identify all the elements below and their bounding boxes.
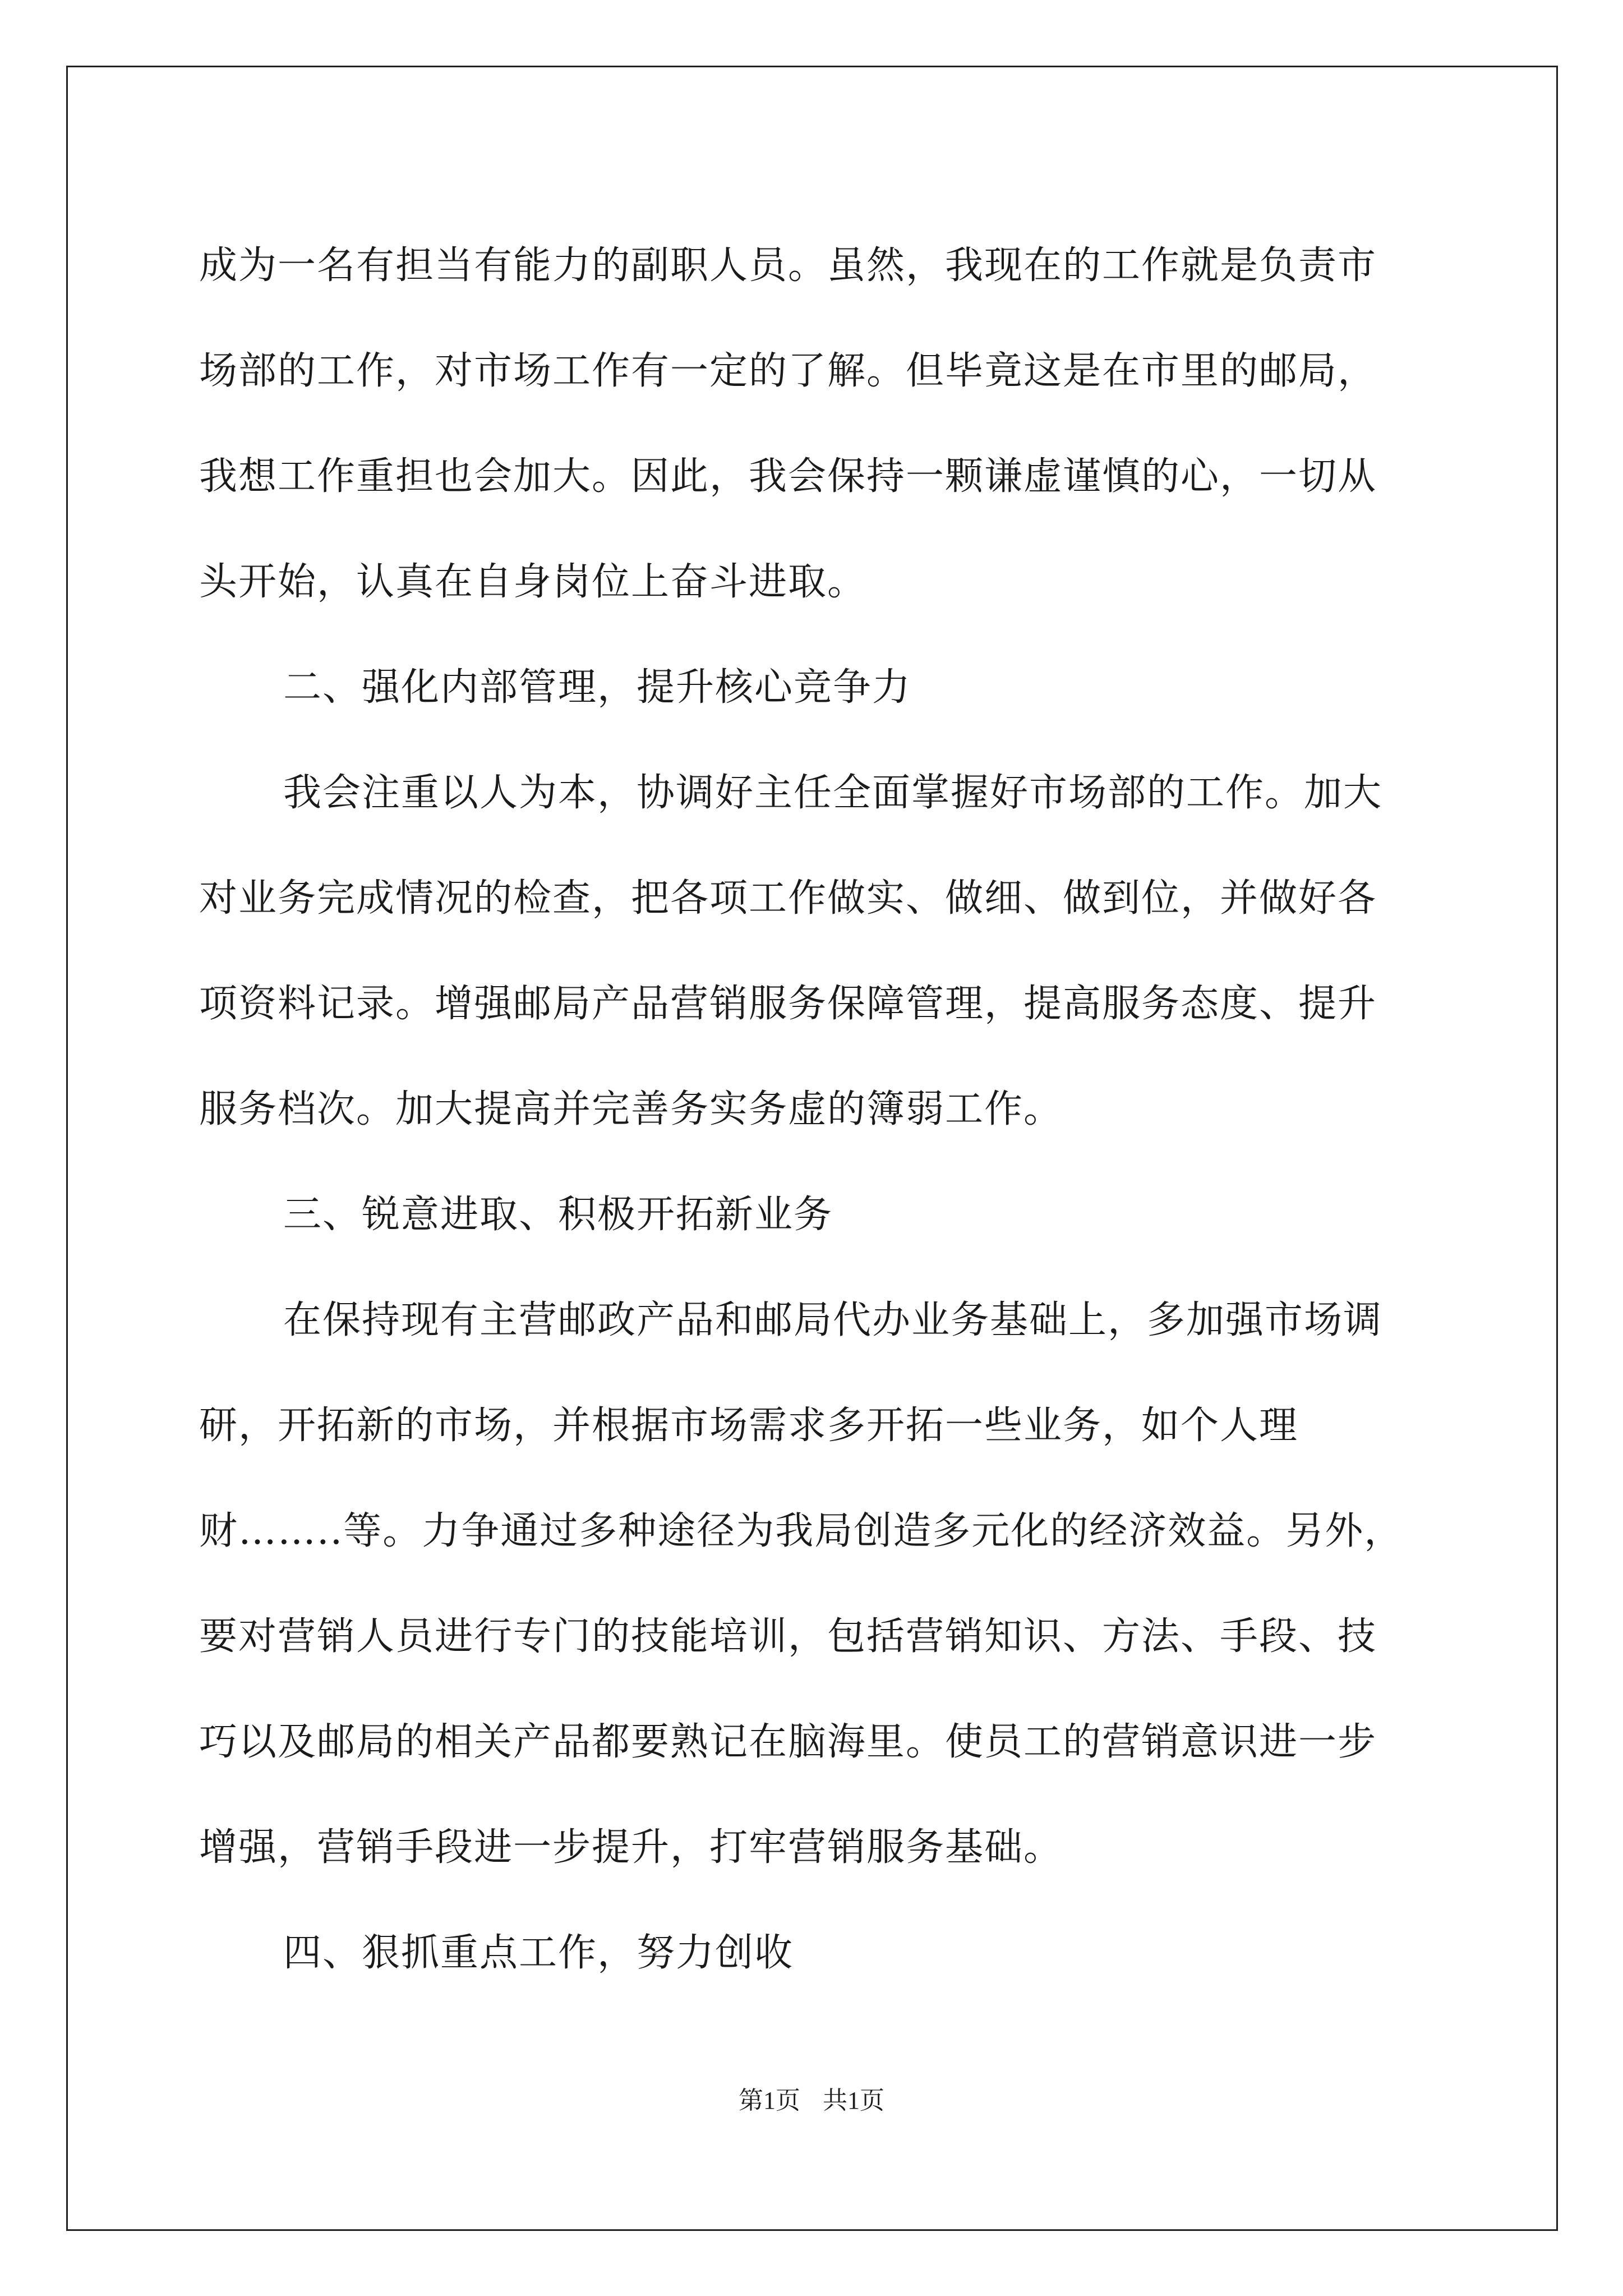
text-line: 在保持现有主营邮政产品和邮局代办业务基础上，多加强市场调 xyxy=(283,1298,1383,1342)
text-line: 财……..等。力争通过多种途径为我局创造多元化的经济效益。另外， xyxy=(199,1509,1404,1553)
text-line: 我会注重以人为本，协调好主任全面掌握好市场部的工作。加大 xyxy=(283,771,1383,815)
page-footer xyxy=(0,2080,1623,2116)
text-line: 要对营销人员进行专门的技能培训，包括营销知识、方法、手段、技 xyxy=(199,1614,1377,1659)
section-heading: 三、锐意进取、积极开拓新业务 xyxy=(283,1193,833,1237)
text-line: 项资料记录。增强邮局产品营销服务保障管理，提高服务态度、提升 xyxy=(199,982,1377,1026)
document-body xyxy=(199,213,1444,2006)
page-total: 共1页 xyxy=(823,2087,884,2114)
section-heading: 二、强化内部管理，提升核心竞争力 xyxy=(283,665,912,710)
page-number: 第1页 xyxy=(739,2087,800,2114)
text-line: 我想工作重担也会加大。因此，我会保持一颗谦虚谨慎的心，一切从 xyxy=(199,454,1377,499)
text-line: 对业务完成情况的检查，把各项工作做实、做细、做到位，并做好各 xyxy=(199,876,1377,921)
text-line: 场部的工作，对市场工作有一定的了解。但毕竟这是在市里的邮局， xyxy=(199,349,1377,393)
text-line: 巧以及邮局的相关产品都要熟记在脑海里。使员工的营销意识进一步 xyxy=(199,1720,1377,1764)
text-line: 研，开拓新的市场，并根据市场需求多开拓一些业务，如个人理 xyxy=(199,1404,1299,1448)
text-line: 成为一名有担当有能力的副职人员。虽然，我现在的工作就是负责市 xyxy=(199,243,1377,288)
text-line: 增强，营销手段进一步提升，打牢营销服务基础。 xyxy=(199,1825,1063,1870)
text-line: 头开始，认真在自身岗位上奋斗进取。 xyxy=(199,560,867,604)
section-heading: 四、狠抓重点工作，努力创收 xyxy=(283,1931,794,1975)
text-line: 服务档次。加大提高并完善务实务虚的簿弱工作。 xyxy=(199,1087,1063,1131)
